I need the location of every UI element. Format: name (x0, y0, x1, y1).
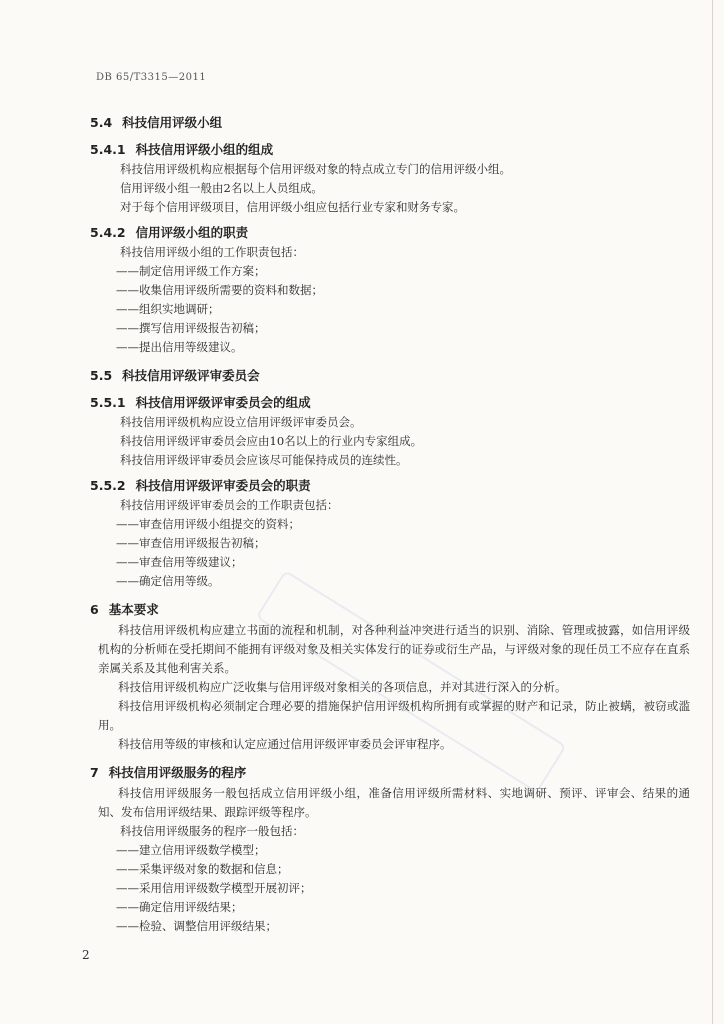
section-title: 基本要求 (108, 602, 159, 617)
section-number: 5.4.2 (90, 225, 126, 240)
list-item: ——建立信用评级数学模型； (116, 843, 266, 857)
document-body (90, 104, 690, 936)
page-edge-line (712, 0, 713, 1024)
section-heading (90, 365, 690, 387)
section-title: 科技信用评级评审委员会 (122, 368, 260, 383)
list-item: ——审查信用评级报告初稿； (116, 536, 266, 550)
list-item: ——采集评级对象的数据和信息； (116, 862, 289, 876)
paragraph: 信用评级小组一般由2名以上人员组成。 (120, 181, 323, 195)
section-heading (90, 112, 690, 134)
paragraph: 科技信用等级的审核和认定应通过信用评级评审委员会评审程序。 (118, 737, 452, 751)
paragraph: 科技信用评级服务的程序一般包括： (120, 824, 304, 838)
section-number: 5.4.1 (90, 142, 126, 157)
section-number: 5.5 (90, 368, 113, 383)
section-heading (90, 762, 690, 784)
section-heading (90, 223, 690, 243)
section-number: 5.4 (90, 115, 113, 130)
list-item: ——组织实地调研； (116, 302, 220, 316)
list-item: ——提出信用等级建议。 (116, 340, 243, 354)
paragraph: 科技信用评级小组的工作职责包括： (120, 245, 304, 259)
section-number: 6 (90, 602, 99, 617)
list-item: ——检验、调整信用评级结果； (116, 919, 277, 933)
paragraph: 科技信用评级机构必须制定合理必要的措施保护信用评级机构所拥有或掌握的财产和记录，防止被螨，被窃或滥用。 (98, 699, 690, 732)
list-item: ——确定信用等级。 (116, 574, 220, 588)
section-title: 科技信用评级小组 (122, 115, 223, 130)
list-item: ——收集信用评级所需要的资料和数据； (116, 283, 323, 297)
list-item: ——审查信用评级小组提交的资料； (116, 517, 300, 531)
section-title: 科技信用评级评审委员会的组成 (135, 395, 311, 410)
section-heading (90, 140, 690, 160)
paragraph: 对于每个信用评级项目，信用评级小组应包括行业专家和财务专家。 (120, 200, 465, 214)
paragraph: 科技信用评级服务一般包括成立信用评级小组，准备信用评级所需材料、实地调研、预评、评审会、结果的通知、发布信用评级结果、跟踪评级等程序。 (98, 786, 690, 819)
paragraph: 科技信用评级评审委员会的工作职责包括： (120, 498, 339, 512)
paragraph: 科技信用评级机构应建立书面的流程和机制，对各种利益冲突进行适当的识别、消除、管理或披露，如信用评级机构的分析师在受托期间不能拥有评级对象及相关实体发行的证券或衍生产品，与评级对象的现任员工不应存在直系亲属关系及其他利害关系。 (98, 623, 690, 675)
section-number: 5.5.1 (90, 395, 126, 410)
list-item: ——审查信用等级建议； (116, 555, 243, 569)
section-title: 科技信用评级评审委员会的职责 (135, 478, 311, 493)
section-heading (90, 599, 690, 621)
list-item: ——采用信用评级数学模型开展初评； (116, 881, 312, 895)
section-title: 科技信用评级服务的程序 (108, 765, 247, 780)
list-item: ——撰写信用评级报告初稿； (116, 321, 266, 335)
list-item: ——制定信用评级工作方案； (116, 264, 266, 278)
page-number: 2 (82, 948, 90, 962)
paragraph: 科技信用评级机构应设立信用评级评审委员会。 (120, 415, 362, 429)
doc-header-code: DB 65/T3315—2011 (96, 72, 207, 83)
paragraph: 科技信用评级机构应根据每个信用评级对象的特点成立专门的信用评级小组。 (120, 162, 511, 176)
section-number: 7 (90, 765, 99, 780)
paragraph: 科技信用评级机构应广泛收集与信用评级对象相关的各项信息，并对其进行深入的分析。 (118, 680, 567, 694)
section-heading (90, 393, 690, 413)
section-title: 科技信用评级小组的组成 (135, 142, 274, 157)
section-number: 5.5.2 (90, 478, 126, 493)
section-heading (90, 476, 690, 496)
list-item: ——确定信用评级结果； (116, 900, 243, 914)
section-title: 信用评级小组的职责 (135, 225, 249, 240)
paragraph: 科技信用评级评审委员会应该尽可能保持成员的连续性。 (120, 453, 408, 467)
paragraph: 科技信用评级评审委员会应由10名以上的行业内专家组成。 (120, 434, 423, 448)
